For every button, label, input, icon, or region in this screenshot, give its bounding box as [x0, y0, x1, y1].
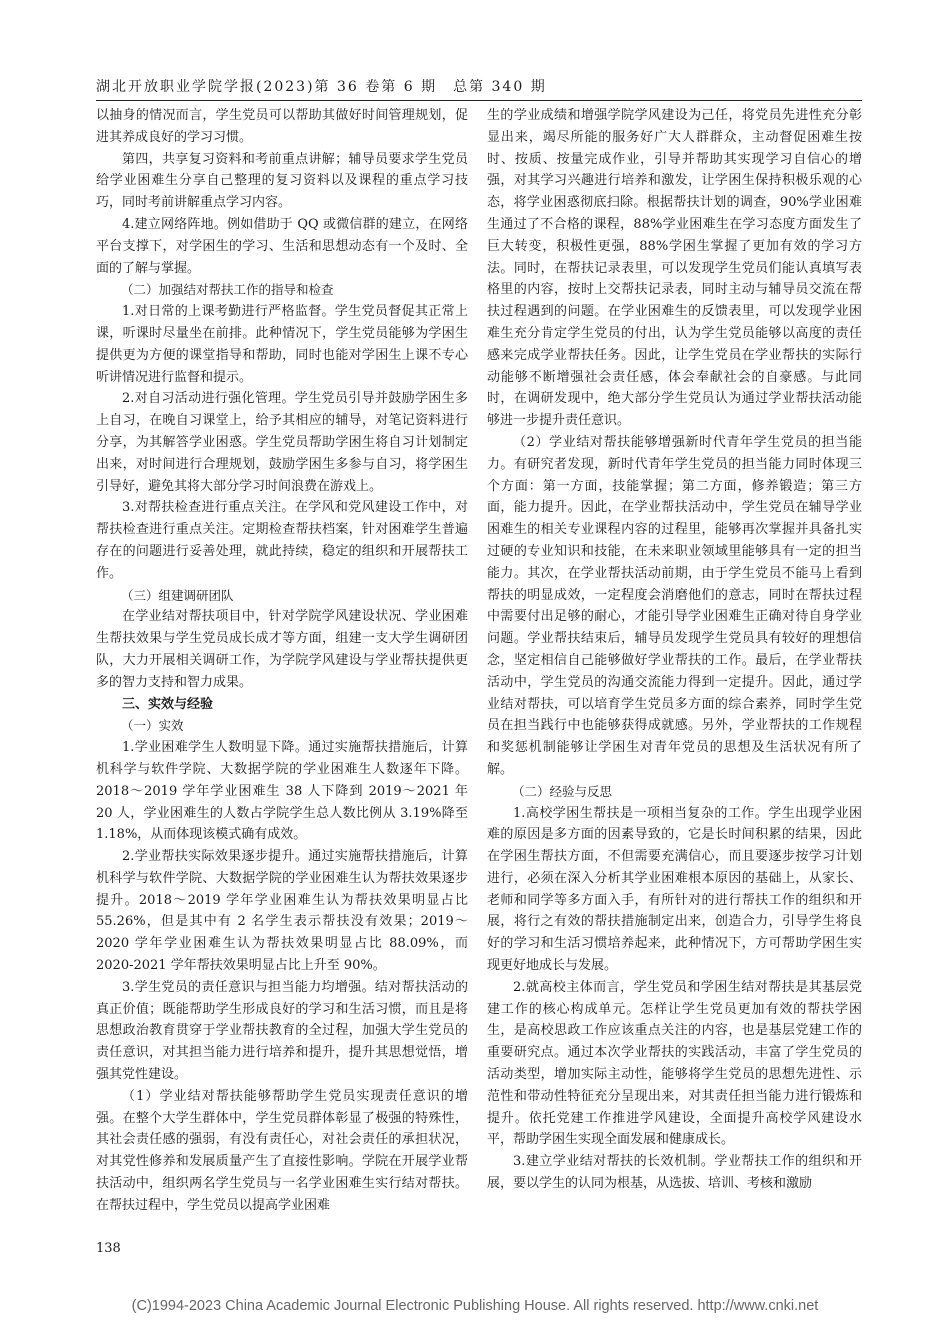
paragraph: 生的学业成绩和增强学院学风建设为己任，将党员先进性充分彰显出来，竭尽所能的服务好广大人群群众，主动督促困难生按时、按质、按量完成作业，引导并帮助其实现学习自信心的增强，对其学习兴趣进行培养和激发，让学困生保持积极乐观的心态，将学业困惑彻底扫除。根据帮扶计划的调查，90%学业困难生通过了不合格的课程，88%学业困难生在学习态度方面发生了巨大转变，积极性更强，88%学困生掌握了更加有效的学习方法。同时，在帮扶记录表里，可以发现学生党员们能认真填写表格里的内容，按时上交帮扶记录表，同时主动与辅导员交流在帮扶过程遇到的问题。在学业困难生的反馈表里，可以发现学业困难生充分肯定学生党员的付出，认为学生党员能够以高度的责任感来完成学业帮扶任务。因此，让学生党员在学业帮扶的实际行动能够不断增强社会责任感，体会奉献社会的自豪感。与此同时，在调研发现中，绝大部分学生党员认为通过学业帮扶活动能够进一步提升责任意识。 [487, 108, 862, 429]
paragraph: 3.对帮扶检查进行重点关注。在学风和党风建设工作中，对帮扶检查进行重点关注。定期检查帮扶档案，针对困难学生普遍存在的问题进行妥善处理，就此持续，稳定的组织和开展帮扶工作。 [96, 500, 468, 581]
paragraph: 2.学业帮扶实际效果逐步提升。通过实施帮扶措施后，计算机科学与软件学院、大数据学院的学业困难生认为帮扶效果逐步提升。2018～2019 学年学业困难生认为帮扶效果明显占比 55.26%，但是其中有 2 名学生表示帮扶没有效果；2019～2020 学年学业困难生认为帮扶效果明显占比 88.09%，而 2020-2021 学年帮扶效果明显占比上升至 90%。 [96, 849, 468, 974]
section-heading: 三、实效与经验 [122, 696, 214, 712]
paragraph: （1）学业结对帮扶能够帮助学生党员实现责任意识的增强。在整个大学生群体中，学生党员群体彰显了极强的特殊性，其社会责任感的强弱，有没有责任心，对社会责任的承担状况，对其党性修养和发展质量产生了直接性影响。学院在开展学业帮扶活动中，组织两名学生党员与一名学业困难生实行结对帮扶。在帮扶过程中，学生党员以提高学业困难 [96, 1088, 468, 1213]
paragraph: 3.建立学业结对帮扶的长效机制。学业帮扶工作的组织和开展，要以学生的认同为根基，从选拔、培训、考核和激励 [487, 1154, 862, 1192]
paragraph: （2）学业结对帮扶能够增强新时代青年学生党员的担当能力。有研究者发现，新时代青年学生党员的担当能力同时体现三个方面：第一方面，技能掌握；第二方面，修养锻造；第三方面，能力提升。因此，在学业帮扶活动中，学生党员在辅导学业困难生的相关专业课程内容的过程里，能够再次掌握并具备扎实过硬的专业知识和技能，在未来职业领域里能够具有一定的担当能力。其次，在学业帮扶活动前期，由于学生党员不能马上看到帮扶的明显成效，一定程度会消磨他们的意志，同时在帮扶过程中需要付出足够的耐心，才能引导学业困难生正确对待自身学业问题。学业帮扶结束后，辅导员发现学生党员具有较好的理想信念，坚定相信自己能够做好学业帮扶的工作。最后，在学业帮扶活动中，学生党员的沟通交流能力得到一定提升。因此，通过学业结对帮扶，可以培育学生党员多方面的综合素养，同时学生党员在担当践行中也能够获得成就感。另外，学业帮扶的工作规程和奖惩机制能够让学困生对青年党员的思想及生活状况有所了解。 [487, 434, 862, 777]
page-number: 138 [96, 1241, 121, 1256]
subsection-heading: （三）组建调研团队 [121, 587, 234, 603]
paragraph: 2.对自习活动进行强化管理。学生党员引导并鼓励学困生多上自习，在晚自习课堂上，给予其相应的辅导，对笔记资料进行分享，为其解答学业困惑。学生党员帮助学困生将自习计划制定出来，对时间进行合理规划，鼓励学困生多参与自习，将学困生引导好，避免其将大部分学习时间浪费在游戏上。 [96, 391, 468, 494]
paragraph: 以抽身的情况而言，学生党员可以帮助其做好时间管理规划，促进其养成良好的学习习惯。 [96, 108, 468, 145]
header-rule [96, 100, 862, 101]
paragraph: 在学业结对帮扶项目中，针对学院学风建设状况、学业困难生帮扶效果与学生党员成长成才等方面，组建一支大学生调研团队，大力开展相关调研工作，为学院学风建设与学业帮扶提供更多的智力支持和智力成果。 [96, 609, 468, 690]
right-column [487, 105, 862, 1195]
left-column [96, 105, 468, 1217]
paragraph: 3.学生党员的责任意识与担当能力均增强。结对帮扶活动的真正价值；既能帮助学生形成良好的学习和生活习惯，而且是将思想政治教育贯穿于学业帮扶教育的全过程，加强大学生党员的责任意识，对其担当能力进行培养和提升，提升其思想觉悟，增强其党性建设。 [96, 979, 468, 1083]
paragraph: 第四，共享复习资料和考前重点讲解；辅导员要求学生党员给学业困难生分享自己整理的复习资料以及课程的重点学习技巧，同时考前讲解重点学习内容。 [96, 151, 468, 211]
paragraph: 1.高校学困生帮扶是一项相当复杂的工作。学生出现学业困难的原因是多方面的因素导致的，它是长时间积累的结果，因此在学困生帮扶方面，不但需要充满信心，而且要逐步按学习计划进行，必须在深入分析其学业困难根本原因的基础上，从家长、老师和同学等多方面入手，有所针对的进行帮扶工作的组织和开展，将行之有效的帮扶措施制定出来，创造合力，引导学生将良好的学习和生活习惯培养起来，此种情况下，方可帮助学困生实现更好地成长与发展。 [487, 805, 862, 974]
copyright-notice: (C)1994-2023 China Academic Journal Electronic Publishing House. All rights reserved. http://www.cnki.net [131, 1298, 819, 1314]
paragraph: 2.就高校主体而言，学生党员和学困生结对帮扶是其基层党建工作的核心构成单元。怎样让学生党员更加有效的帮扶学困生，是高校思政工作应该重点关注的内容，也是基层党建工作的重要研究点。通过本次学业帮扶的实践活动，丰富了学生党员的活动类型，增加实际主动性，能够将学生党员的思想先进性、示范性和带动性特征充分呈现出来，对其责任担当能力进行锻炼和提升。依托党建工作推进学风建设，全面提升高校学风建设水平，帮助学困生实现全面发展和健康成长。 [487, 979, 862, 1148]
subsection-heading: （二）经验与反思 [512, 783, 613, 799]
paragraph: 4.建立网络阵地。例如借助于 QQ 或微信群的建立，在网络平台支撑下，对学困生的学习、生活和思想动态有一个及时、全面的了解与掌握。 [96, 216, 468, 276]
paragraph: 1.对日常的上课考勤进行严格监督。学生党员督促其正常上课，听课时尽量坐在前排。此种情况下，学生党员能够为学困生提供更为方便的课堂指导和帮助，同时也能对学困生上课不专心听讲情况进行监督和提示。 [96, 304, 468, 385]
journal-header: 湖北开放职业学院学报(2023)第 36 卷第 6 期 总第 340 期 [96, 79, 547, 95]
subsection-heading: （二）加强结对帮扶工作的指导和检查 [121, 282, 334, 298]
paragraph: 1.学业困难学生人数明显下降。通过实施帮扶措施后，计算机科学与软件学院、大数据学院的学业困难生人数逐年下降。2018～2019 学年学业困难生 38 人下降到 2019～2021 年 20 人，学业困难生的人数占学院学生总人数比例从 3.19%降至 1.18%，从而体现该模式确有成效。 [96, 740, 468, 843]
subsection-heading: （一）实效 [121, 718, 184, 734]
